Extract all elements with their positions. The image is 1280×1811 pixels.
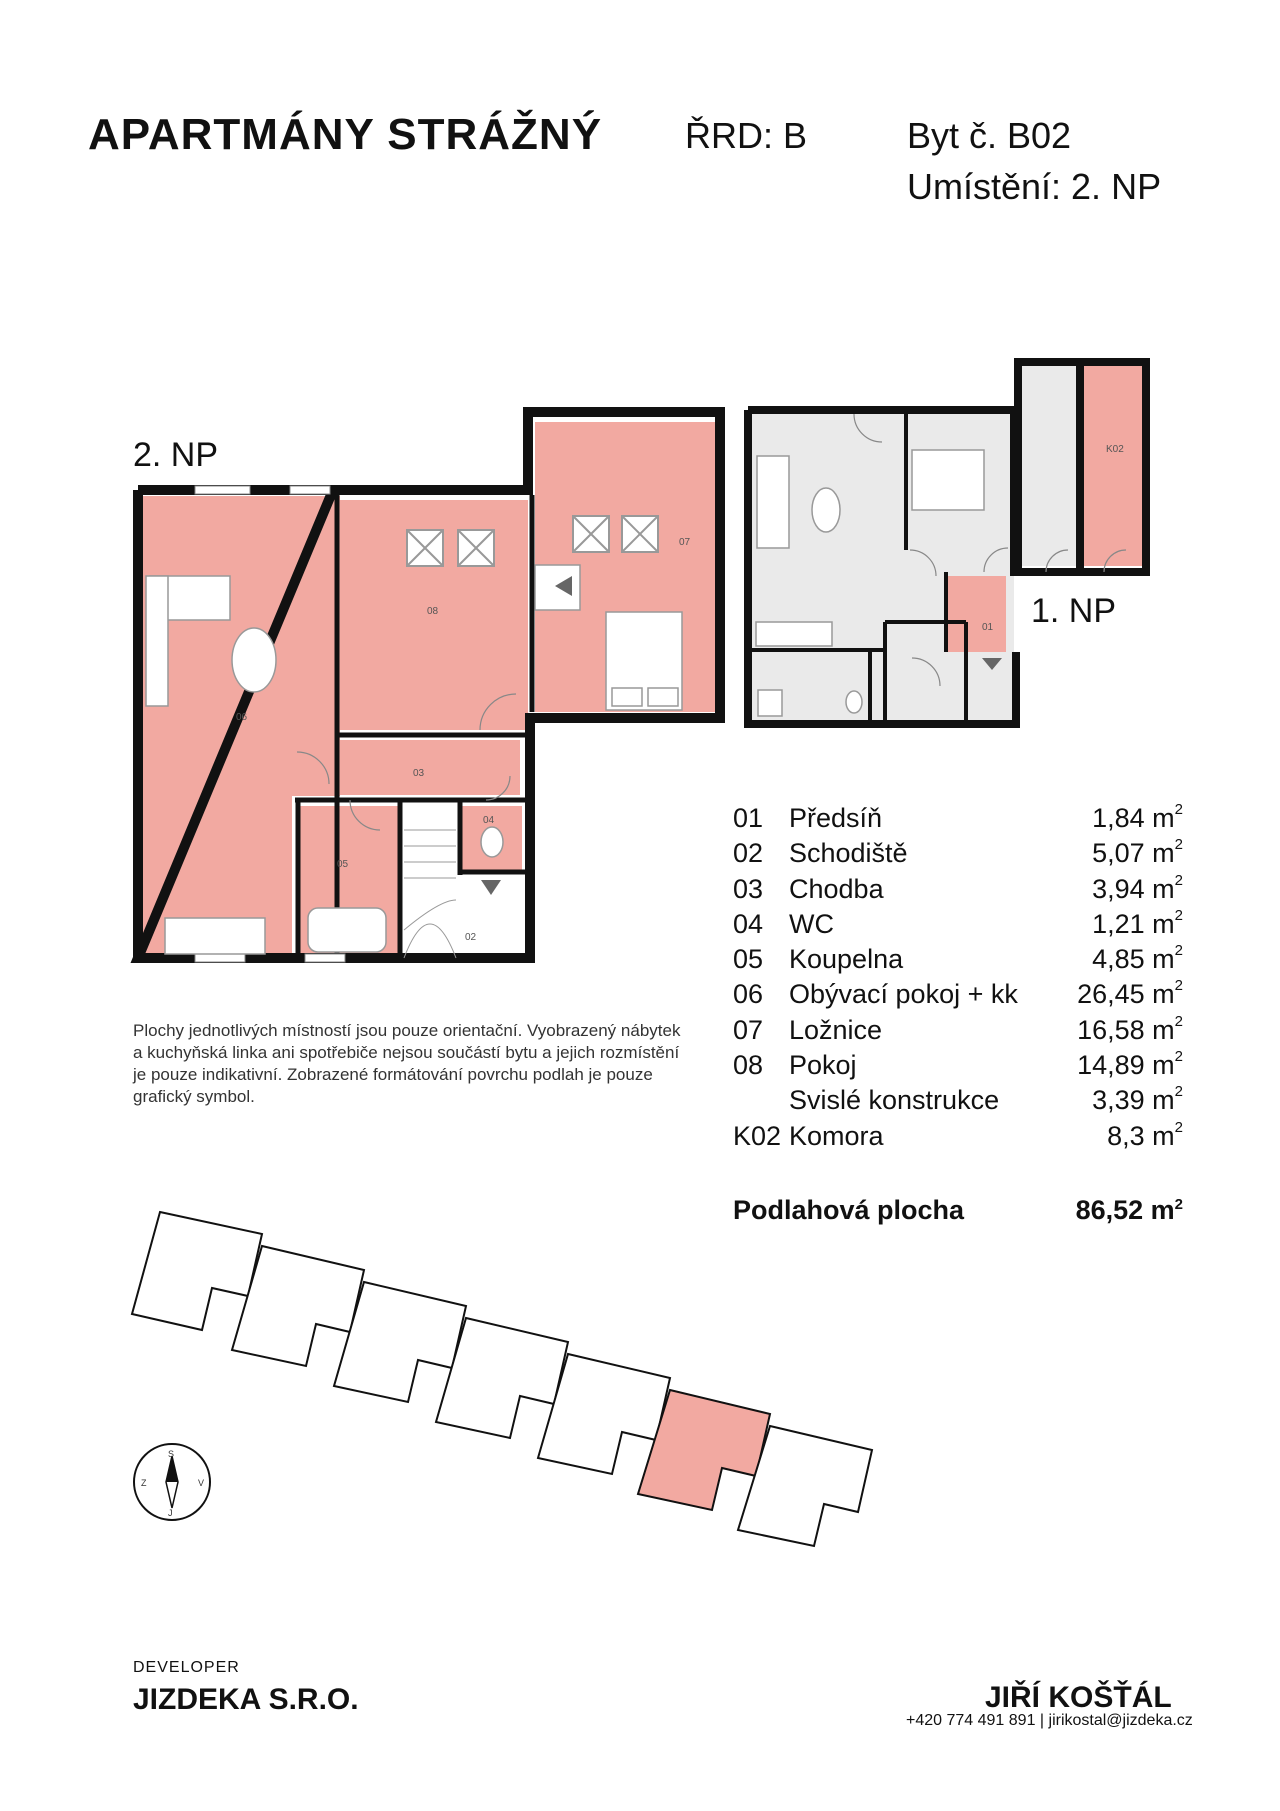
project-title: APARTMÁNY STRÁŽNÝ xyxy=(88,110,603,159)
floor1-label: 1. NP xyxy=(1031,592,1117,630)
room-name: Ložnice xyxy=(789,1014,883,1045)
room-name: Chodba xyxy=(789,873,884,904)
room-number: 01 xyxy=(733,803,764,833)
room-03 xyxy=(340,740,520,795)
svg-text:J: J xyxy=(168,1508,173,1518)
room-row xyxy=(733,979,1183,1014)
unit-number: Byt č. B02 xyxy=(907,115,1072,156)
room-area-table xyxy=(733,803,1183,1156)
room-area: 1,21 $m^2$ xyxy=(1092,906,1183,939)
room-02 xyxy=(404,806,460,958)
room-area: 3,94 $m^2$ xyxy=(1092,871,1183,904)
total-value: 86,52 $m^2$ xyxy=(1075,1195,1183,1225)
room-label-08: 08 xyxy=(427,606,439,617)
room-name: Schodiště xyxy=(789,838,908,869)
room-label-03: 03 xyxy=(413,768,425,779)
room-label-07: 07 xyxy=(679,537,691,548)
room-number: 02 xyxy=(733,838,764,869)
room-row xyxy=(733,944,1183,979)
rrd-label: ŘRD: B xyxy=(685,115,808,156)
room-number: 06 xyxy=(733,979,764,1010)
room-label-04: 04 xyxy=(483,815,495,826)
room-area: 26,45 $m^2$ xyxy=(1077,977,1183,1010)
room-number: 05 xyxy=(733,944,764,975)
total-area xyxy=(733,1195,1183,1226)
room-row xyxy=(733,1118,1183,1156)
unit-location: Umístění: 2. NP xyxy=(907,166,1162,207)
room-row xyxy=(733,803,1183,838)
room-name: WC xyxy=(789,908,834,939)
room-area: 3,39 $m^2$ xyxy=(1092,1083,1183,1116)
room-area: 8,3 $m^2$ xyxy=(1107,1118,1183,1151)
room-row xyxy=(733,1085,1183,1120)
room-area: 14,89 $m^2$ xyxy=(1077,1048,1183,1081)
site-plan xyxy=(132,1212,872,1546)
room-row xyxy=(733,1012,1183,1050)
room-name: Koupelna xyxy=(789,944,904,975)
room-number: 08 xyxy=(733,1050,764,1081)
room-row xyxy=(733,906,1183,944)
room-area: 5,07 $m^2$ xyxy=(1092,836,1183,869)
room-number: 07 xyxy=(733,1014,764,1045)
room-K02 xyxy=(1082,366,1144,566)
contact-details[interactable]: +420 774 491 891 | jirikostal@jizdeka.cz xyxy=(906,1712,1193,1729)
svg-text:Z: Z xyxy=(141,1478,147,1488)
svg-text:S: S xyxy=(168,1449,175,1459)
compass-icon xyxy=(134,1444,210,1520)
room-name: Pokoj xyxy=(789,1050,857,1081)
room-number: K02 xyxy=(733,1120,782,1151)
room-name: Předsíň xyxy=(789,803,883,833)
floor2-label: 2. NP xyxy=(133,436,219,474)
room-area: 4,85 $m^2$ xyxy=(1092,942,1183,975)
developer-label: DEVELOPER xyxy=(133,1659,240,1676)
room-row xyxy=(733,838,1183,873)
room-label-K02: K02 xyxy=(1106,444,1124,455)
room-name: Komora xyxy=(789,1120,884,1151)
room-number: 03 xyxy=(733,873,764,904)
room-row xyxy=(733,1050,1183,1085)
room-row xyxy=(733,871,1183,909)
room-label-01: 01 xyxy=(982,622,994,633)
room-name: Obývací pokoj + kk xyxy=(789,979,1018,1010)
svg-text:V: V xyxy=(198,1478,205,1488)
room-number: 04 xyxy=(733,908,764,939)
contact-name: JIŘÍ KOŠŤÁL xyxy=(985,1681,1172,1714)
room-area: 1,84 $m^2$ xyxy=(1092,801,1183,833)
room-area: 16,58 $m^2$ xyxy=(1077,1012,1183,1045)
room-name: Svislé konstrukce xyxy=(789,1085,1000,1116)
room-label-02: 02 xyxy=(465,932,477,943)
disclaimer-note: Plochy jednotlivých místností jsou pouze orientační. Vyobrazený nábytek a kuchyňská linka ani spotřebiče nejsou součástí bytu a jejich rozmístění je pouze indikativní. Zobrazené formátování povrchu podlah je pouze grafický symbol. xyxy=(133,1021,681,1106)
room-01 xyxy=(948,576,1006,652)
developer-name: JIZDEKA S.R.O. xyxy=(133,1683,359,1716)
total-label: Podlahová plocha xyxy=(733,1195,965,1225)
floor2-plan xyxy=(138,412,720,962)
floor1-plan xyxy=(748,362,1146,724)
room-label-05: 05 xyxy=(337,859,349,870)
room-label-06: 06 xyxy=(236,712,248,723)
